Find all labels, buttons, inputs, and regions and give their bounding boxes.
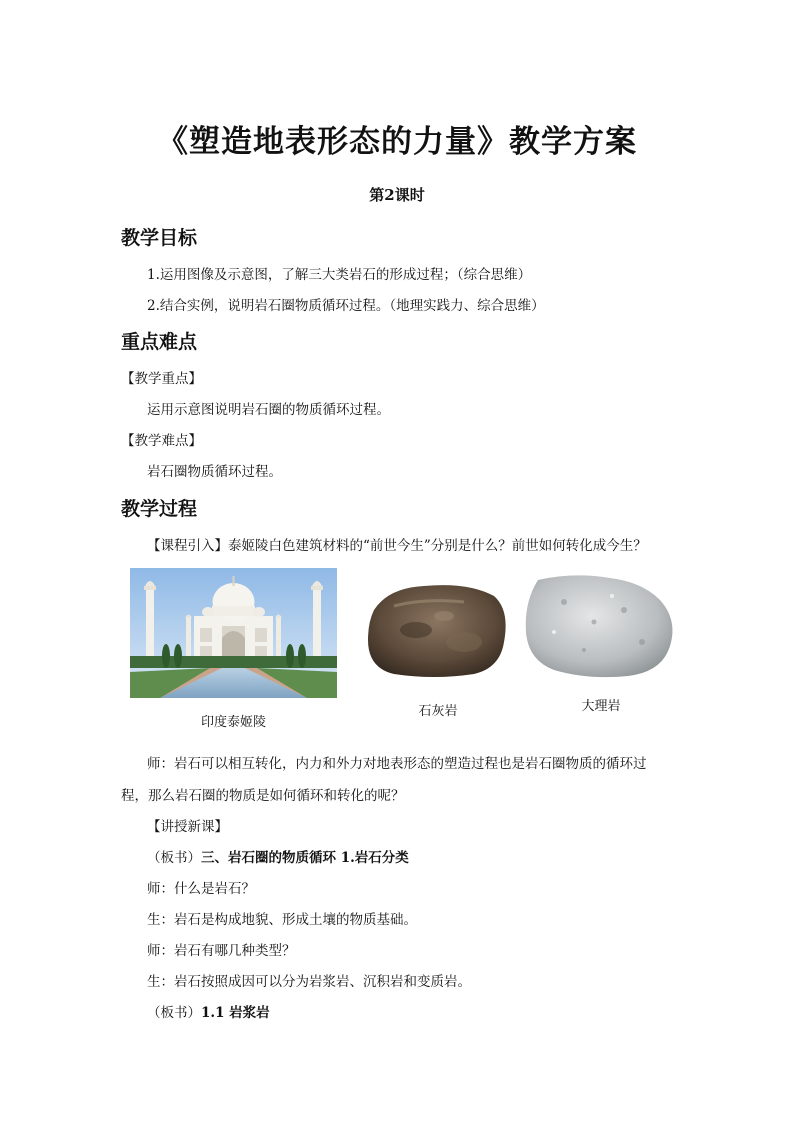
board-note-1 bbox=[147, 846, 409, 866]
difficulty-text: 岩石圈物质循环过程。 bbox=[147, 464, 282, 480]
taj-mahal-image bbox=[130, 568, 337, 698]
board-note-1-text: 三、岩石圈的物质循环 1.岩石分类 bbox=[201, 850, 409, 866]
intro-text: 【课程引入】泰姬陵白色建筑材料的“前世今生”分别是什么？前世如何转化成今生？ bbox=[147, 538, 647, 554]
marble-caption: 大理岩 bbox=[581, 699, 621, 714]
key-text: 运用示意图说明岩石圈的物质循环过程。 bbox=[147, 402, 390, 418]
goal-2: 2.结合实例，说明岩石圈物质循环过程。（地理实践力、综合思维） bbox=[147, 298, 545, 314]
teacher-line-1b: 程，那么岩石圈的物质是如何循环和转化的呢？ bbox=[121, 788, 405, 804]
limestone-caption: 石灰岩 bbox=[418, 704, 458, 719]
board-note-2 bbox=[147, 1001, 270, 1021]
board-note-2-prefix: （板书） bbox=[147, 1005, 201, 1021]
key-label: 【教学重点】 bbox=[121, 371, 202, 387]
board-note-2-text: 1.1 岩浆岩 bbox=[201, 1005, 270, 1021]
taj-mahal-caption: 印度泰姬陵 bbox=[200, 715, 266, 730]
answer-1: 生：岩石是构成地貌、形成土壤的物质基础。 bbox=[147, 912, 417, 928]
key-heading: 重点难点 bbox=[121, 331, 198, 353]
new-lesson-label: 【讲授新课】 bbox=[147, 819, 228, 835]
answer-2: 生：岩石按照成因可以分为岩浆岩、沉积岩和变质岩。 bbox=[147, 974, 471, 990]
question-2: 师：岩石有哪几种类型？ bbox=[147, 943, 296, 959]
difficulty-label: 【教学难点】 bbox=[121, 433, 202, 449]
goal-1: 1.运用图像及示意图，了解三大类岩石的形成过程；（综合思维） bbox=[147, 267, 532, 283]
page-title: 《塑造地表形态的力量》教学方案 bbox=[157, 124, 637, 160]
limestone-image bbox=[364, 580, 512, 680]
board-note-1-prefix: （板书） bbox=[147, 850, 201, 866]
marble-image bbox=[524, 572, 678, 680]
lesson-number: 第2课时 bbox=[369, 186, 425, 204]
goals-heading: 教学目标 bbox=[121, 227, 198, 249]
question-1: 师：什么是岩石？ bbox=[147, 881, 255, 897]
teacher-line-1a: 师：岩石可以相互转化，内力和外力对地表形态的塑造过程也是岩石圈物质的循环过 bbox=[147, 756, 647, 772]
process-heading: 教学过程 bbox=[121, 498, 198, 520]
